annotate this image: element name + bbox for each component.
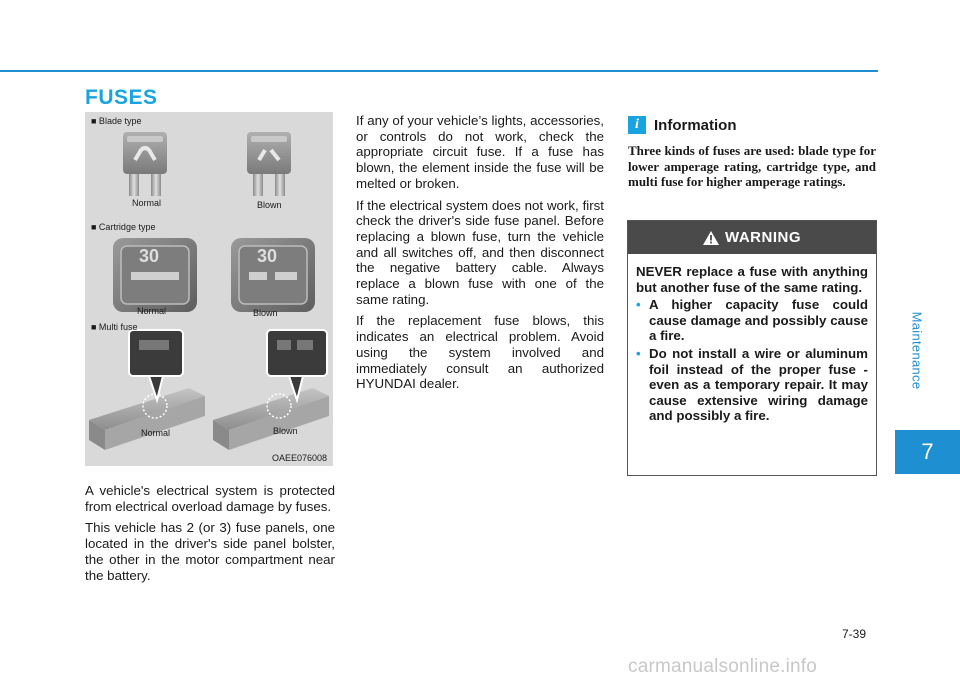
warning-title: WARNING xyxy=(725,229,801,246)
bullet-icon: • xyxy=(636,297,641,313)
blade-normal-caption: Normal xyxy=(132,198,162,208)
information-text: Three kinds of fuses are used: blade type for lower amperage rating, cartridge type, and multi fuse for higher amperage ratings. xyxy=(628,143,876,189)
fuse-figure xyxy=(85,112,333,466)
svg-text:30: 30 xyxy=(139,246,160,266)
cartridge-normal-caption: Normal xyxy=(137,306,167,316)
paragraph: If any of your vehicle’s lights, accessories, or controls do not work, check the appropriate circuit fuse. If a fuse has blown, the element inside the fuse will be melted or broken. xyxy=(356,113,604,191)
cartridge-type-label: ■ Cartridge type xyxy=(91,222,156,232)
svg-text:30: 30 xyxy=(257,246,278,266)
warning-intro: NEVER replace a fuse with anything but another fuse of the same rating. xyxy=(636,264,868,295)
middle-column xyxy=(356,113,604,398)
blade-blown-caption: Blown xyxy=(257,200,282,210)
multi-normal-caption: Normal xyxy=(141,428,171,438)
cartridge-blown-caption: Blown xyxy=(253,308,278,318)
warning-body xyxy=(628,254,876,424)
paragraph: This vehicle has 2 (or 3) fuse panels, one located in the driver's side panel bolster, the other in the motor compartment near the battery. xyxy=(85,520,335,583)
cartridge-fuse-blown xyxy=(231,238,315,312)
warning-icon xyxy=(703,231,719,245)
section-title: FUSES xyxy=(85,86,158,109)
figure-code: OAEE076008 xyxy=(271,453,327,463)
cartridge-fuse-normal xyxy=(113,238,197,312)
paragraph: If the replacement fuse blows, this indicates an electrical problem. Avoid using the system involved and immediately consult an authorized HYUNDAI dealer. xyxy=(356,313,604,392)
warning-item: • A higher capacity fuse could cause damage and possibly cause a fire. xyxy=(636,297,868,344)
multi-fuse-blown xyxy=(213,330,329,450)
paragraph: If the electrical system does not work, first check the driver's side fuse panel. Before replacing a blown fuse, turn the vehicle and all switches off, and then disconnect the negative battery cable. Always replace a blown fuse with one of the same rating. xyxy=(356,197,604,307)
chapter-tab: 7 xyxy=(895,430,960,474)
left-column xyxy=(85,483,335,589)
top-rule xyxy=(0,70,878,72)
blade-fuse-normal xyxy=(123,132,167,196)
multi-fuse-label: ■ Multi fuse xyxy=(91,322,138,332)
warning-item: • Do not install a wire or aluminum foil instead of the proper fuse - even as a temporary repair. It may cause extensive wiring damage and possibly a fire. xyxy=(636,345,868,424)
page-number: 7-39 xyxy=(842,627,867,641)
information-heading xyxy=(628,116,737,134)
info-icon: i xyxy=(628,116,646,134)
multi-blown-caption: Blown xyxy=(273,426,298,436)
bullet-icon: • xyxy=(636,345,641,361)
information-title: Information xyxy=(654,116,737,134)
chapter-label: Maintenance xyxy=(909,311,925,389)
watermark: carmanualsonline.info xyxy=(628,656,818,677)
warning-box xyxy=(627,220,877,476)
warning-header xyxy=(628,221,876,254)
blade-fuse-blown xyxy=(247,132,291,196)
paragraph: A vehicle's electrical system is protected from electrical overload damage by fuses. xyxy=(85,483,335,514)
fuse-illustration xyxy=(85,112,333,466)
blade-type-label: ■ Blade type xyxy=(91,116,142,126)
